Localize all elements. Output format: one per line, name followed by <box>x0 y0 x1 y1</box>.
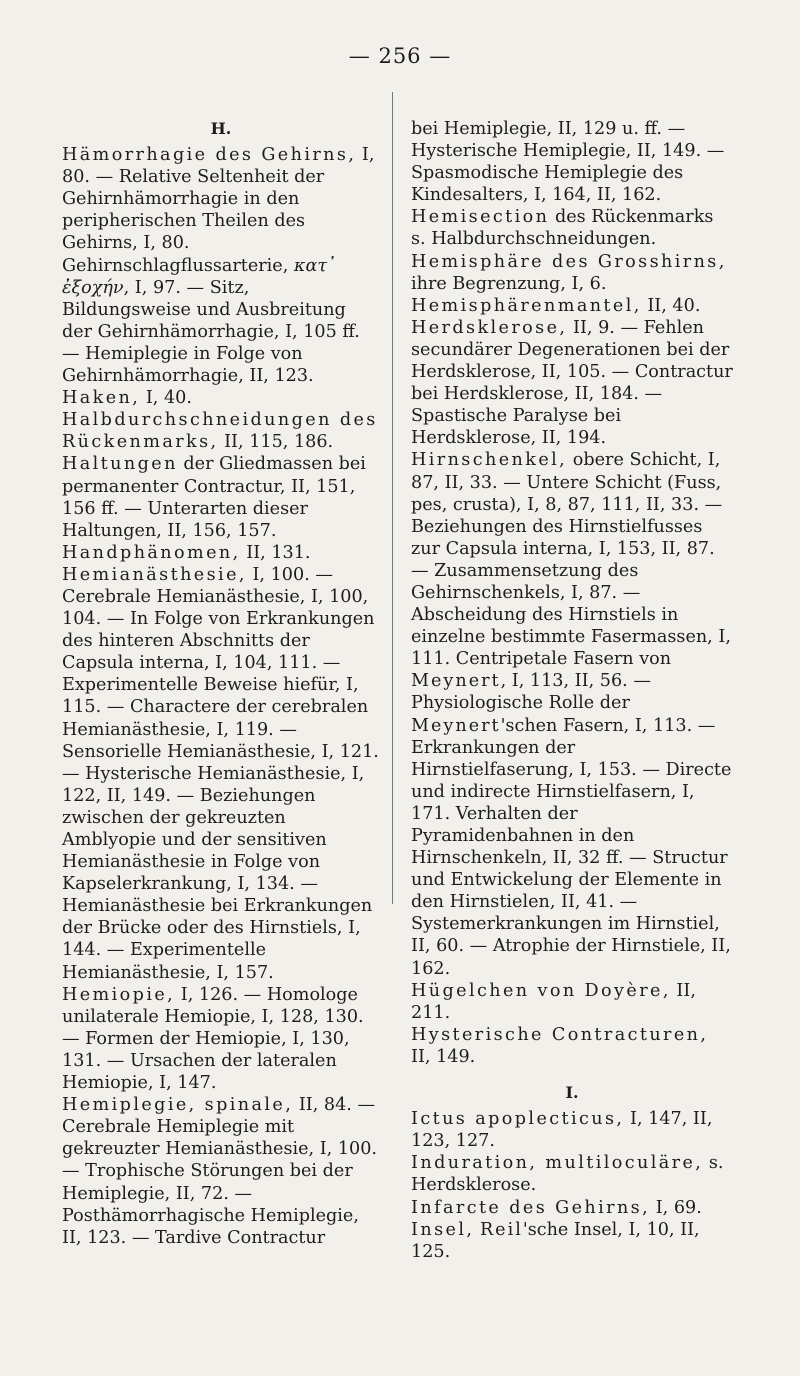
entry-headword: Infarcte des Gehirns, <box>411 1197 651 1218</box>
index-entry <box>62 1094 380 1249</box>
section-letter-h: H. <box>210 119 232 138</box>
entry-headword: Hemisection <box>411 207 550 228</box>
entry-headword: Hämorrhagie des Gehirns, <box>62 145 357 166</box>
entry-text: II, 149. <box>411 1046 476 1067</box>
index-entry <box>411 295 733 317</box>
entry-text: ihre Begrenzung, I, 6. <box>411 273 607 294</box>
index-entry <box>411 251 733 295</box>
index-entry <box>62 984 380 1094</box>
entry-headword: Hügelchen von Doyère, <box>411 980 671 1001</box>
entry-text: s. Herdsklerose. <box>411 1153 724 1196</box>
entry-text: II, 131. <box>240 542 311 563</box>
author-name: Meynert <box>411 671 501 692</box>
entry-headword: Induration, multiloculäre, <box>411 1153 704 1174</box>
entry-headword: Haltungen <box>62 454 178 475</box>
entry-text: I, 69. <box>650 1197 702 1218</box>
entry-headword: Hirnschenkel, <box>411 450 568 471</box>
entry-headword: Halbdurchschneidungen des Rückenmarks, <box>62 410 378 453</box>
entry-text: II, 211. <box>411 980 696 1023</box>
entry-text: bei Hemiplegie, II, 129 u. ff. — Hysterische Hemiplegie, II, 149. — Spasmodische Hemiplegie des Kindesalters, I, 164, II, 162. <box>411 119 725 206</box>
entry-text: II, 9. — Fehlen secundärer Degenerationen bei der Herdsklerose, II, 105. — Contractur bei Herdsklerose, II, 184. — Spastische Paralyse bei Herdsklerose, II, 194. <box>411 317 733 449</box>
index-entry <box>411 1219 733 1263</box>
entry-text: I, 100. — Cerebrale Hemianästhesie, I, 100, 104. — In Folge von Erkrankungen des hinteren Abschnitts der Capsula interna, I, 104, 111. — Experimentelle Beweise hiefür, I, 115. — Charactere der cerebralen Hemianästhesie, I, 119. — Sensorielle Hemianästhesie, I, 121. — Hysterische Hemianästhesie, I, 122, II, 149. — Beziehungen zwischen der gekreuzten Amblyopie und der sensitiven Hemianästhesie in Folge von Kapselerkrankung, I, 134. — Hemianästhesie bei Erkrankungen der Brücke oder des Hirnstiels, I, 144. — Experimentelle Hemianästhesie, I, 157. <box>62 564 379 983</box>
entry-text: 'sche Insel, I, 10, II, 125. <box>411 1219 700 1262</box>
entry-headword: Hemisphäre des Grosshirns, <box>411 251 727 272</box>
index-entry <box>411 1108 733 1152</box>
entry-headword: Hemianästhesie, <box>62 564 247 585</box>
greek-phrase: κατ᾽ ἐξοχήν <box>62 255 336 298</box>
right-column <box>411 118 733 1263</box>
entry-text: I, 40. <box>140 388 192 409</box>
index-entry <box>411 1197 733 1219</box>
index-entry <box>411 1024 733 1068</box>
entry-headword: Ictus apoplecticus, <box>411 1109 625 1130</box>
index-entry <box>411 206 733 250</box>
index-entry <box>62 409 380 453</box>
entry-headword: Insel, <box>411 1219 475 1240</box>
entry-text: II, 40. <box>641 295 701 316</box>
entry-headword: Hemiopie, <box>62 984 176 1005</box>
index-entry <box>411 317 733 450</box>
entry-headword: Hemisphärenmantel, <box>411 295 642 316</box>
entry-text: des Rückenmarks s. Halbdurchschneidungen. <box>411 207 714 250</box>
index-entry <box>62 144 380 387</box>
index-entry <box>62 453 380 541</box>
entry-text: 'schen Fasern, I, 113. — Erkrankungen der Hirnstielfaserung, I, 153. — Directe und indirecte Hirnstielfasern, I, 171. Verhalten der Pyramidenbahnen in den Hirnschenkeln, II, 32 ff. — Structur und Entwickelung der Elemente in den Hirnstielen, II, 41. — Systemerkrankungen im Hirnstiel, II, 60. — Atrophie der Hirnstiele, II, 162. <box>411 715 732 979</box>
entry-text: obere Schicht, I, 87, II, 33. — Untere Schicht (Fuss, pes, crusta), I, 8, 87, 111, II, 33. — Beziehungen des Hirnstielfusses zur Capsula interna, I, 153, II, 87. — Zusammensetzung des Gehirnschenkels, I, 87. — Abscheidung des Hirnstiels in einzelne bestimmte Fasermassen, I, 111. Centripetale Fasern von <box>411 450 731 670</box>
author-name: Reil <box>479 1219 523 1240</box>
entry-text: , I, 113, II, 56. — Physiologische Rolle der <box>411 671 651 714</box>
author-name: Meynert <box>411 715 501 736</box>
entry-headword: Hemiplegie, spinale, <box>62 1095 294 1116</box>
entry-text: I, 80. — Relative Seltenheit der Gehirnhämorrhagie in den peripherischen Theilen des Gehirns, I, 80. Gehirnschlagflussarterie, <box>62 145 375 276</box>
left-column <box>62 118 380 1249</box>
entry-headword: Herdsklerose, <box>411 317 568 338</box>
index-entry <box>411 980 733 1024</box>
entry-text: der Gliedmassen bei permanenter Contractur, II, 151, 156 ff. — Unterarten dieser Haltungen, II, 156, 157. <box>62 454 366 541</box>
column-divider <box>392 92 393 904</box>
entry-text: I, 147, II, 123, 127. <box>411 1109 713 1152</box>
index-entry <box>411 1152 733 1196</box>
index-entry-continued <box>411 118 733 206</box>
entry-text: , I, 97. — Sitz, Bildungsweise und Ausbreitung der Gehirnhämorrhagie, I, 105 ff. — Hemiplegie in Folge von Gehirnhämorrhagie, II, 123. <box>62 277 360 387</box>
entry-text: II, 115, 186. <box>218 432 334 453</box>
index-entry <box>411 449 733 979</box>
section-letter-i: I. <box>565 1083 579 1103</box>
index-entry <box>62 542 380 564</box>
page-number: — 256 — <box>348 44 452 68</box>
entry-headword: Haken, <box>62 388 141 409</box>
entry-headword: Handphänomen, <box>62 542 241 563</box>
entry-text: I, 126. — Homologe unilaterale Hemiopie, I, 128, 130. — Formen der Hemiopie, I, 130, 131. — Ursachen der lateralen Hemiopie, I, 147. <box>62 984 364 1094</box>
index-entry <box>62 564 380 984</box>
index-entry <box>62 387 380 409</box>
entry-text: II, 84. — Cerebrale Hemiplegie mit gekreuzter Hemianästhesie, I, 100. — Trophische Störungen bei der Hemiplegie, II, 72. — Posthämorrhagische Hemiplegie, II, 123. — Tardive Contractur <box>62 1095 378 1248</box>
entry-headword: Hysterische Contracturen, <box>411 1024 709 1045</box>
